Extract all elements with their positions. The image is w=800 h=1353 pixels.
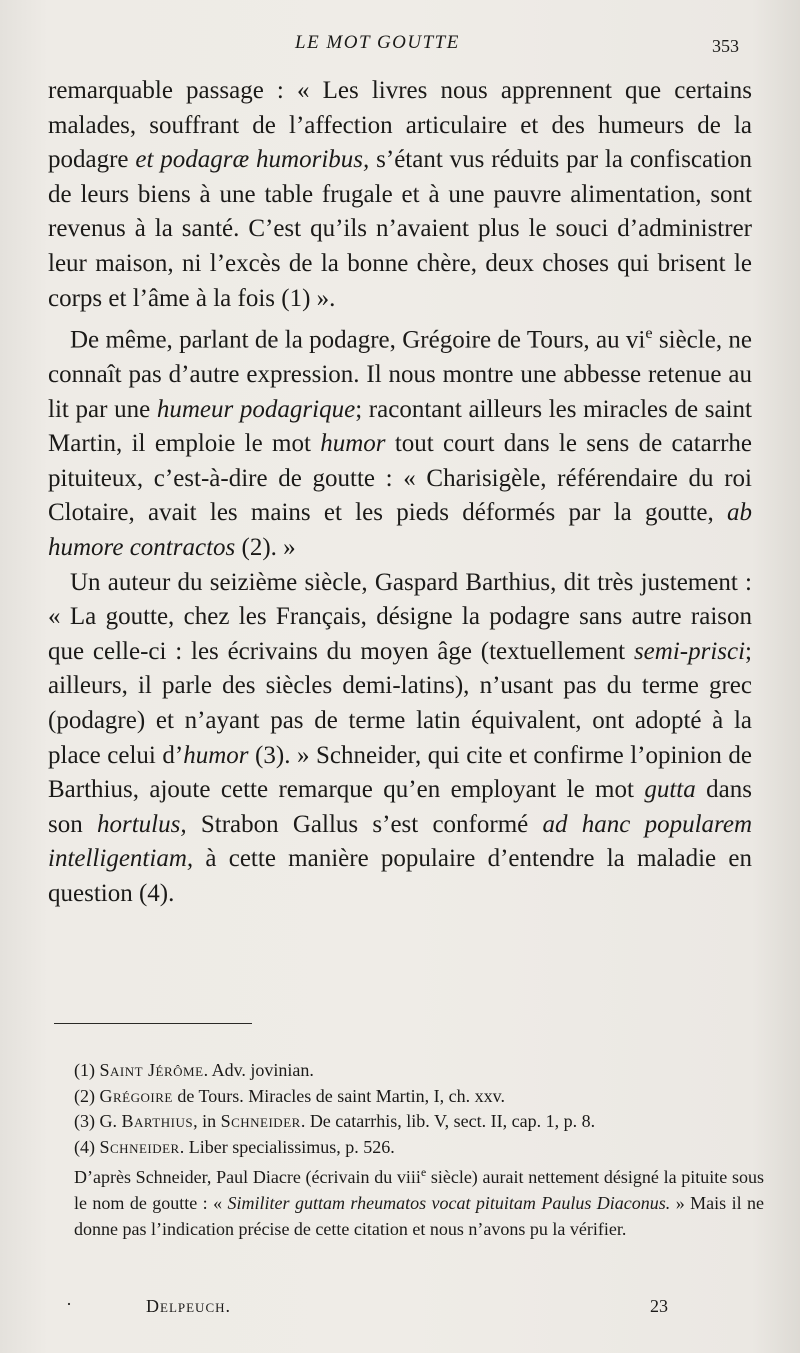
- running-title: LE MOT GOUTTE: [295, 32, 460, 53]
- text-run: de Tours. Miracles de saint Martin, I, ch. xxv.: [172, 1085, 505, 1106]
- text-run: remarquable passage : « Les livres nous apprennent que certains malades, souffrant de l’affection articulaire et des humeurs de la podagre: [48, 77, 752, 174]
- superscript: e: [645, 324, 653, 343]
- text-run: dans son: [48, 776, 752, 838]
- footnote-1: [74, 1058, 764, 1084]
- italic-text: semi-prisci: [633, 637, 746, 665]
- footnote-remark: [74, 1160, 764, 1242]
- page-number: 353: [712, 36, 739, 56]
- text-run: (2). »: [235, 534, 296, 562]
- text-run: vi: [625, 326, 646, 354]
- paragraph-3: [48, 566, 752, 912]
- text-run: (4): [74, 1136, 100, 1157]
- text-run: à cette manière populaire d’entendre la maladie en question (4).: [48, 845, 752, 907]
- text-run: Strabon Gallus s’est conformé: [186, 810, 543, 838]
- text-run: (3). » Schneider, qui cite et confirme l’opinion de Barthius, ajoute cette remarque qu’en employant le mot: [48, 741, 752, 804]
- text-run: s’étant vus réduits par la confiscation de leurs biens à une table frugale et à une pauvre alimentation, sont revenus à la santé. C’est qu’ils n’avaient plus le souci d’administrer leur maison, ni l’excès de la bonne chère, deux choses qui brisent le corps et l’âme à la fois (1) ».: [48, 146, 753, 312]
- author-name: Barthius: [121, 1111, 194, 1132]
- text-run: ; racontant ailleurs les miracles de saint Martin, il emploie le mot: [48, 395, 752, 458]
- text-run: tout court dans le sens de catarrhe pituiteux, c’est-à-dire de goutte : « Charisigèle, référendaire du roi Clotaire, avait les mains et les pieds déformés par la goutte,: [48, 430, 752, 527]
- italic-text: gutta: [644, 776, 696, 804]
- footnote-3: [74, 1109, 764, 1135]
- footnote-rule: [54, 1023, 252, 1024]
- author-name: Saint Jérôme: [99, 1060, 204, 1080]
- italic-text: ad hanc popularem intelligentiam,: [48, 810, 752, 873]
- text-run: . Adv. jovinian.: [203, 1060, 314, 1080]
- italic-text: hortulus,: [96, 810, 187, 838]
- text-run: (1): [74, 1060, 100, 1080]
- text-run: (3) G.: [74, 1111, 122, 1132]
- text-run: siècle) aurait nettement désigné la pituite sous le nom de goutte : «: [74, 1167, 764, 1213]
- paragraph-1: [48, 74, 752, 316]
- text-run: » Mais il ne donne pas l’indication précise de cette citation et nous n’avons pu la vérifier.: [74, 1192, 764, 1239]
- footnotes: [74, 1058, 764, 1242]
- text-run: viii: [396, 1167, 421, 1188]
- italic-text: ab humore contractos: [48, 499, 752, 562]
- footnote-2: [74, 1084, 764, 1110]
- text-run: , in: [193, 1111, 221, 1132]
- text-run: (2): [74, 1085, 100, 1106]
- author-name: Schneider: [99, 1136, 180, 1157]
- text-run: ; ailleurs, il parle des siècles demi-latins), n’usant pas du terme grec (podagre) et n’ayant pas de terme latin équivalent, ont adopté à la place celui d’: [48, 637, 752, 769]
- italic-text: humor: [183, 741, 249, 769]
- text-run: Un auteur du seizième siècle, Gaspard Barthius, dit très justement : « La goutte, chez les Français, désigne la podagre sans autre raison que celle-ci : les écrivains du moyen âge (textuellement: [48, 568, 752, 665]
- running-head: [0, 32, 800, 60]
- sheet-number: 23: [650, 1296, 668, 1316]
- main-text: [48, 74, 752, 912]
- italic-text: humor: [320, 430, 386, 458]
- text-run: siècle, ne connaît pas d’autre expression. Il nous montre une abbesse retenue au lit par une: [48, 326, 752, 423]
- italic-text: Similiter guttam rheumatos vocat pituitam Paulus Diaconus.: [227, 1192, 671, 1213]
- text-run: . De catarrhis, lib. V, sect. II, cap. 1, p. 8.: [300, 1111, 596, 1132]
- italic-text: et podagræ humoribus,: [135, 146, 370, 174]
- signature-mark: ·: [66, 1294, 72, 1314]
- text-run: De même, parlant de la podagre, Grégoire de Tours, au: [70, 326, 626, 354]
- footnote-4: [74, 1135, 764, 1161]
- printer-signature: Delpeuch.: [146, 1296, 231, 1316]
- text-run: . Liber specialissimus, p. 526.: [179, 1136, 395, 1157]
- superscript: e: [420, 1166, 427, 1180]
- author-name: Schneider: [220, 1111, 301, 1132]
- paragraph-2: [48, 316, 752, 565]
- text-run: D’après Schneider, Paul Diacre (écrivain du: [74, 1167, 397, 1188]
- italic-text: humeur podagrique: [156, 395, 356, 423]
- page-footer: [0, 1296, 800, 1324]
- author-name: Grégoire: [99, 1085, 173, 1106]
